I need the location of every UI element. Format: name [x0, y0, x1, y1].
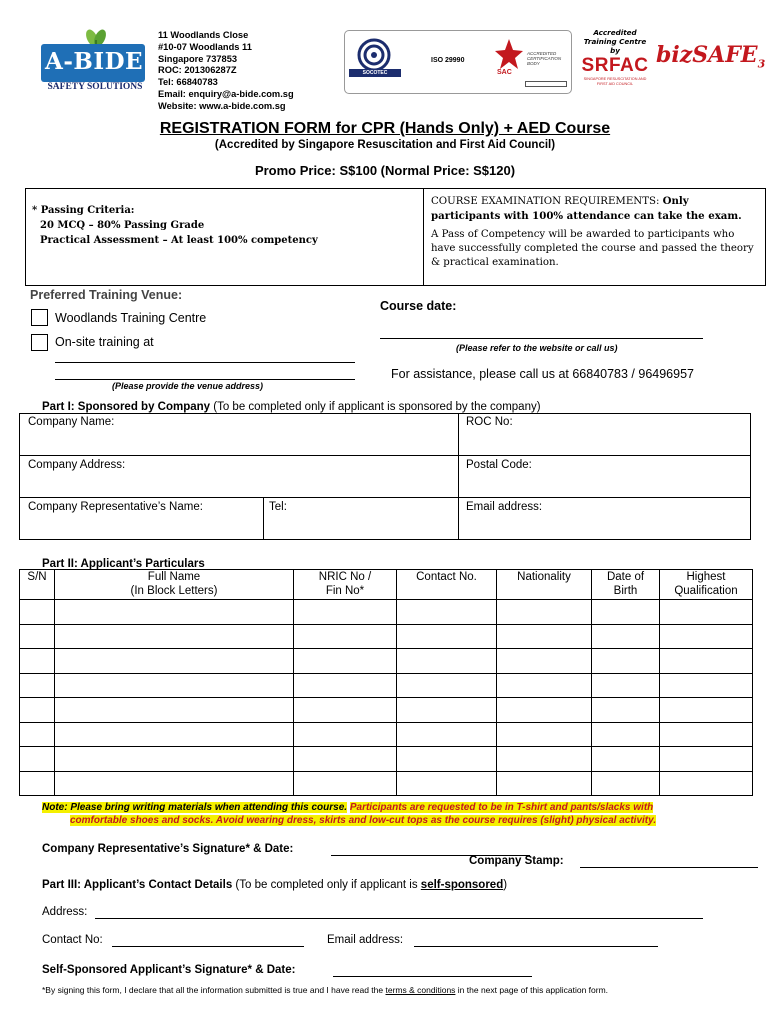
part3-title: [42, 879, 507, 891]
self-signature-label: Self-Sponsored Applicant’s Signature* & Date:: [42, 964, 296, 976]
note-materials: Note: Please bring writing materials when attending this course.: [42, 802, 348, 813]
criteria-box: [25, 188, 766, 286]
requirements-label: COURSE EXAMINATION REQUIREMENTS:: [431, 196, 663, 207]
applicant-table: [19, 569, 753, 796]
applicant-email-line[interactable]: [414, 946, 658, 947]
table-row[interactable]: [20, 649, 753, 674]
website-line: Website: www.a-bide.com.sg: [158, 100, 286, 111]
header-contact: Contact No.: [397, 570, 497, 600]
company-stamp-label: Company Stamp:: [469, 855, 564, 867]
email-field[interactable]: Email address:: [466, 501, 543, 513]
onsite-checkbox[interactable]: [31, 334, 48, 351]
venue-title: Preferred Training Venue:: [30, 288, 183, 302]
iso-label: ISO 29990: [431, 57, 465, 64]
applicant-address-line[interactable]: [95, 918, 703, 919]
bizsafe-text: bizSAFE: [656, 42, 758, 68]
header-nationality: Nationality: [497, 570, 592, 600]
company-name-field[interactable]: Company Name:: [28, 416, 115, 428]
rep-name-field[interactable]: Company Representative’s Name:: [28, 501, 203, 513]
table-row[interactable]: [20, 624, 753, 649]
roc-field[interactable]: ROC No:: [466, 416, 513, 428]
table-row[interactable]: [20, 722, 753, 747]
part1-heading: Part I: Sponsored by Company: [42, 401, 211, 413]
onsite-option-label: On-site training at: [55, 335, 154, 349]
passing-criteria: [32, 203, 318, 248]
postal-code-field[interactable]: Postal Code:: [466, 459, 532, 471]
header-full-name: Full Name (In Block Letters): [55, 570, 294, 600]
attire-note: [42, 801, 656, 827]
srfac-name: SRFAC: [581, 55, 649, 76]
pass-text: A Pass of Competency will be awarded to participants who have successfully completed the course and passed the theory & practical examination.: [431, 229, 754, 268]
company-details-table: [19, 413, 751, 540]
address-line: Singapore 737853: [158, 53, 238, 64]
assistance-text: For assistance, please call us at 66840783 / 96496957: [391, 367, 694, 381]
logo-name: A-BIDE: [45, 48, 144, 75]
socotec-logo-icon: [351, 37, 397, 89]
course-date-label: Course date:: [380, 299, 457, 313]
tel-line: Tel: 66840783: [158, 77, 218, 88]
bizsafe-logo: [656, 42, 765, 70]
company-address-block: [158, 30, 294, 113]
table-row[interactable]: [20, 600, 753, 625]
email-label: Email address:: [327, 934, 404, 946]
table-row[interactable]: [20, 771, 753, 796]
part1-instructions: (To be completed only if applicant is sponsored by the company): [210, 401, 541, 413]
part1-title: [42, 401, 541, 413]
declaration-start: *By signing this form, I declare that all the information submitted is true and I have read the: [42, 985, 386, 995]
srfac-accredited-text: Accredited Training Centre by: [583, 28, 647, 55]
venue-note: (Please provide the venue address): [112, 381, 264, 391]
tel-field[interactable]: Tel:: [269, 501, 287, 513]
address-line: #10-07 Woodlands 11: [158, 41, 252, 52]
company-stamp-line[interactable]: [580, 867, 758, 868]
part3-heading: Part III: Applicant’s Contact Details: [42, 879, 233, 891]
header-dob: Date of Birth: [592, 570, 660, 600]
declaration-text: [42, 985, 608, 995]
part2-title: Part II: Applicant’s Particulars: [42, 558, 205, 570]
company-logo: [37, 26, 149, 92]
note-attire-cont: comfortable shoes and socks. Avoid wearing dress, skirts and low-cut tops as the course requires (slight) physical activity.: [70, 815, 657, 826]
email-line: Email: enquiry@a-bide.com.sg: [158, 88, 294, 99]
terms-link[interactable]: terms & conditions: [385, 985, 456, 995]
address-label: Address:: [42, 906, 88, 918]
table-row[interactable]: [20, 673, 753, 698]
company-address-field[interactable]: Company Address:: [28, 459, 126, 471]
woodlands-option-label: Woodlands Training Centre: [55, 311, 207, 325]
roc-line: ROC: 201306287Z: [158, 65, 237, 76]
form-subtitle: (Accredited by Singapore Resuscitation and First Aid Council): [214, 139, 556, 151]
header-nric: NRIC No / Fin No*: [294, 570, 397, 600]
criteria-line: Practical Assessment – At least 100% competency: [40, 235, 318, 246]
header-qualification: Highest Qualification: [660, 570, 753, 600]
rep-signature-label: Company Representative’s Signature* & Date:: [42, 843, 294, 855]
declaration-end: in the next page of this application form.: [455, 985, 609, 995]
course-date-note: (Please refer to the website or call us): [456, 343, 618, 353]
course-date-input[interactable]: [380, 338, 703, 339]
sac-label: SAC: [497, 69, 512, 76]
criteria-line: 20 MCQ – 80% Passing Grade: [40, 220, 205, 231]
logo-subtitle: SAFETY SOLUTIONS: [47, 82, 143, 92]
socotec-label: SOCOTEC: [349, 69, 401, 77]
table-header-row: [20, 570, 753, 600]
venue-address-line-1[interactable]: [55, 362, 355, 363]
sac-number-box: [525, 81, 567, 87]
requirements-text: Only participants with 100% attendance can take the exam.: [431, 195, 742, 222]
form-title: REGISTRATION FORM for CPR (Hands Only) + AED Course: [159, 120, 611, 137]
srfac-logo: [578, 28, 652, 94]
sac-star-icon: [495, 39, 523, 69]
address-line: 11 Woodlands Close: [158, 30, 249, 40]
self-signature-line[interactable]: [333, 976, 532, 977]
bizsafe-level: 3: [757, 57, 766, 71]
promo-price: Promo Price: S$100 (Normal Price: S$120): [254, 163, 516, 178]
criteria-heading: * Passing Criteria:: [32, 205, 135, 216]
note-attire: Participants are requested to be in T-shirt and pants/slacks with: [349, 802, 654, 813]
exam-requirements: [431, 194, 756, 270]
applicant-contact-line[interactable]: [112, 946, 304, 947]
part3-close: ): [503, 879, 508, 891]
part3-instructions: (To be completed only if applicant is: [232, 879, 421, 891]
header-sn: S/N: [20, 570, 55, 600]
table-row[interactable]: [20, 747, 753, 772]
woodlands-checkbox[interactable]: [31, 309, 48, 326]
sac-description: ACCREDITED CERTIFICATION BODY: [527, 51, 562, 66]
table-row[interactable]: [20, 698, 753, 723]
venue-address-line-2[interactable]: [55, 379, 355, 380]
srfac-full-name: SINGAPORE RESUSCITATION AND FIRST AID COUNCIL: [583, 77, 647, 86]
certification-logos: [344, 30, 572, 94]
contact-label: Contact No:: [42, 934, 103, 946]
self-sponsored-text: self-sponsored: [420, 879, 504, 891]
